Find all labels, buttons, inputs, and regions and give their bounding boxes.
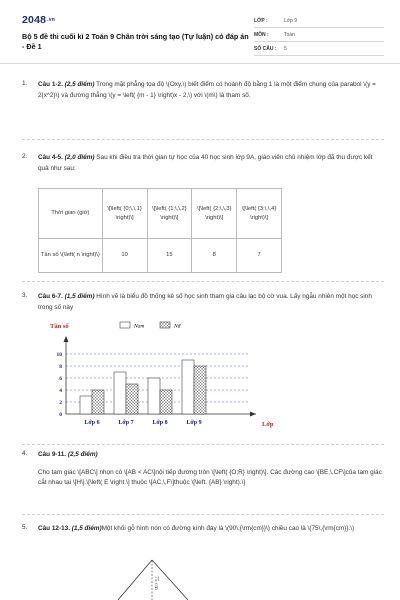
frequency-cell: 8: [192, 239, 237, 273]
cone-height-label: 75 cm: [153, 576, 159, 590]
document-meta: [254, 14, 384, 56]
y-axis-arrow: [64, 336, 69, 342]
question-content: Sau khi điều tra thời gian tự học của 40 học sinh lớp 9A, giáo viên chủ nhiệm lớp đã thu được kết quả như sau:: [38, 154, 373, 172]
bar-nu: [92, 390, 104, 414]
interval-cell: \[\left( {3;\,\,4} \right)\]: [237, 189, 282, 239]
legend-label-nam: Nam: [134, 323, 145, 330]
legend-swatch-nu: [160, 322, 170, 328]
meta-row-count: [254, 42, 384, 56]
cone-left-edge: [118, 560, 152, 600]
x-axis-label: Lớp: [262, 421, 274, 428]
legend-label-nu: Nữ: [174, 323, 181, 330]
meta-value: Toán: [284, 31, 295, 38]
bar-nam: [114, 372, 126, 414]
x-tick-label: Lớp 6: [84, 420, 100, 426]
logo-suffix: .vn: [47, 17, 55, 24]
question-points: (1,5 điểm): [71, 525, 102, 532]
bar-nam: [80, 396, 92, 414]
site-logo[interactable]: [22, 14, 55, 26]
x-tick-label: Lớp 7: [118, 420, 134, 426]
x-tick-label: Lớp 8: [152, 420, 168, 426]
question-content: Hình vẽ là biểu đồ thống kê số học sinh tham gia câu lạc bộ cờ vua. Lấy ngẫu nhiên một học sinh trong số này: [38, 293, 372, 311]
meta-key: LỚP :: [254, 17, 268, 24]
question-content: Trong mặt phẳng tọa độ \(Oxy,\) biết điểm có hoành độ bằng 1 là một điểm chung của parabol \(y = 2{x^2}\) và đường thẳng \(y = \left( {m - 1} \right)x - 2,\) với \(m\) là tham số.: [38, 81, 376, 99]
y-tick-label: 0: [59, 412, 62, 418]
interval-cell: \[\left( {2;\,\,3} \right)\]: [192, 189, 237, 239]
document-title: Bộ 5 đề thi cuối kì 2 Toán 9 Chân trời sáng tạo (Tự luận) có đáp án - Đề 1: [22, 32, 249, 51]
question-4: [22, 450, 384, 508]
table-row: [39, 239, 282, 273]
bar-nu: [126, 384, 138, 414]
interval-cell: \[\left( {0;\,\,1} \right)\]: [102, 189, 147, 239]
question-divider: [22, 514, 384, 515]
y-tick-label: 8: [59, 364, 62, 370]
bar-nu: [194, 366, 206, 414]
frequency-cell: 15: [147, 239, 192, 273]
question-1: [22, 80, 384, 120]
meta-row-class: [254, 14, 384, 28]
bar-nam: [148, 378, 160, 414]
question-number: 1.: [22, 80, 28, 87]
question-content: Cho tam giác \[ABC\] nhọn có \[AB < AC\]nội tiếp đường tròn \[\left( {O;R} \right)\]. Các đường cao \[BE,\,CF\]của tam giác cắt nhau tại \[H\].\[\left( E \right.\] thuộc \[AC,\,F\]thuộc \[\left. {AB} \right).\]: [38, 468, 382, 486]
question-2: [22, 153, 384, 177]
question-number: 5.: [22, 524, 28, 531]
table-header-cell: Tần số \(\left( n \right)\): [39, 239, 103, 273]
frequency-cell: 10: [102, 239, 147, 273]
question-points: (2,0 điểm): [64, 154, 95, 161]
meta-value: 5: [284, 45, 287, 52]
question-5: [22, 524, 384, 550]
frequency-cell: 7: [237, 239, 282, 273]
question-points: (1,5 điểm): [64, 293, 95, 300]
question-number: 3.: [22, 292, 28, 299]
frequency-table: [38, 188, 282, 273]
y-tick-label: 2: [59, 400, 62, 406]
question-label: Câu 6-7.: [38, 293, 63, 300]
question-text: [38, 292, 384, 313]
x-tick-label: Lớp 9: [186, 420, 202, 426]
bar-nu: [160, 390, 172, 414]
y-tick-label: 4: [59, 388, 62, 394]
question-divider: [22, 281, 384, 282]
question-3: [22, 292, 384, 316]
question-content: Một khối gỗ hình nón có đường kính đáy là \(90\,{\rm{cm}}\) chiều cao là \(75\,{\rm{cm}}.\): [101, 525, 355, 532]
question-number: 4.: [22, 450, 28, 457]
table-row: [39, 189, 282, 239]
meta-key: SỐ CÂU :: [254, 45, 277, 52]
question-text: [38, 153, 384, 174]
question-number: 2.: [22, 153, 28, 160]
question-label: Câu 4-5.: [38, 154, 63, 161]
question-text: [38, 524, 384, 535]
bar-nam: [182, 360, 194, 414]
question-divider: [22, 139, 384, 140]
question-text: [38, 450, 384, 489]
meta-row-subject: [254, 28, 384, 42]
page-header: [0, 0, 400, 64]
question-divider: [22, 444, 384, 445]
meta-value: Lớp 9: [284, 17, 298, 24]
x-axis-arrow: [250, 412, 256, 417]
question-label: Câu 1-2.: [38, 81, 63, 88]
y-tick-label: 10: [56, 352, 62, 358]
question-label: Câu 9-11.: [38, 451, 67, 458]
cone-figure: [110, 556, 200, 600]
meta-key: MÔN :: [254, 31, 269, 38]
y-axis-label: Tần số: [50, 323, 69, 330]
logo-text: 2048: [22, 14, 47, 26]
table-header-cell: Thời gian (giờ): [39, 189, 103, 239]
question-points: (2,5 điểm): [67, 451, 98, 458]
legend-swatch-nam: [120, 322, 130, 328]
question-label: Câu 12-13.: [38, 525, 70, 532]
interval-cell: \[\left( {1;\,\,2} \right)\]: [147, 189, 192, 239]
question-text: [38, 80, 384, 101]
y-tick-label: 6: [59, 376, 62, 382]
bar-chart: [40, 318, 290, 438]
question-points: (2,5 điểm): [64, 81, 95, 88]
